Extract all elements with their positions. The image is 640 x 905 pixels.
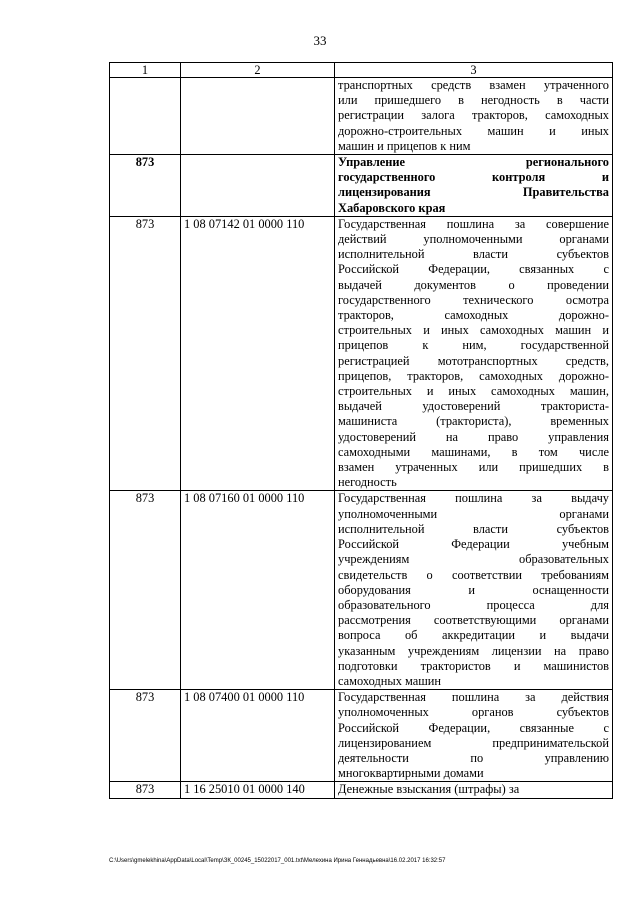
description-line: Управление регионального bbox=[338, 155, 609, 170]
description-line: исполнительной власти субъектов bbox=[338, 247, 609, 262]
description-line: или пришедшего в негодность в части bbox=[338, 93, 609, 108]
budget-classification-code: 1 08 07142 01 0000 110 bbox=[181, 216, 335, 491]
revenue-description bbox=[335, 78, 613, 155]
description-line: уполномоченными органами bbox=[338, 506, 609, 521]
description-line: прицепов, тракторов, самоходных дорожно- bbox=[338, 368, 609, 383]
description-line: Российской Федерации учебным bbox=[338, 537, 609, 552]
description-line: уполномоченных органов субъектов bbox=[338, 705, 609, 720]
description-line: лицензированием предпринимательской bbox=[338, 735, 609, 750]
administrator-code: 873 bbox=[110, 491, 181, 690]
description-line: образовательного процесса для bbox=[338, 597, 609, 612]
administrator-code bbox=[110, 78, 181, 155]
description-line: лицензирования Правительства bbox=[338, 185, 609, 200]
description-line: действий уполномоченными органами bbox=[338, 232, 609, 247]
description-line: деятельности по управлению bbox=[338, 750, 609, 765]
description-line: транспортных средств взамен утраченного bbox=[338, 78, 609, 92]
description-line: многоквартирными домами bbox=[338, 766, 484, 781]
description-line: вопроса об аккредитации и выдачи bbox=[338, 628, 609, 643]
description-line: машин и прицепов к ним bbox=[338, 138, 471, 153]
description-line: Государственная пошлина за выдачу bbox=[338, 491, 609, 506]
description-line: учреждениям образовательных bbox=[338, 552, 609, 567]
description-line: удостоверений на право управления bbox=[338, 429, 609, 444]
table-row bbox=[110, 491, 613, 690]
column-header-3: 3 bbox=[335, 63, 613, 78]
description-line: выдачей удостоверений тракториста- bbox=[338, 399, 609, 414]
description-line: самоходными машинами, в том числе bbox=[338, 444, 609, 459]
administrator-code: 873 bbox=[110, 690, 181, 782]
column-header-2: 2 bbox=[181, 63, 335, 78]
description-line: прицепов к ним, государственной bbox=[338, 338, 609, 353]
administrator-code: 873 bbox=[110, 216, 181, 491]
description-line: исполнительной власти субъектов bbox=[338, 521, 609, 536]
description-line: государственного технического осмотра bbox=[338, 292, 609, 307]
budget-classification-code bbox=[181, 78, 335, 155]
revenue-description bbox=[335, 491, 613, 690]
description-line: Российской Федерации, связанных с bbox=[338, 262, 609, 277]
description-line: машиниста (тракториста), временных bbox=[338, 414, 609, 429]
budget-classification-code: 1 08 07400 01 0000 110 bbox=[181, 690, 335, 782]
description-line: Хабаровского края bbox=[338, 200, 446, 215]
description-line: указанным учреждениям лицензии на право bbox=[338, 643, 609, 658]
revenue-description bbox=[335, 690, 613, 782]
description-line: Государственная пошлина за действия bbox=[338, 690, 609, 705]
description-line: взамен утраченных или пришедших в bbox=[338, 460, 609, 475]
description-line: негодность bbox=[338, 475, 397, 490]
description-line: строительных и иных самоходных машин и bbox=[338, 323, 609, 338]
description-line: государственного контроля и bbox=[338, 170, 609, 185]
description-line: регистрации залога тракторов, самоходных bbox=[338, 108, 609, 123]
table-row bbox=[110, 690, 613, 782]
revenue-description bbox=[335, 782, 613, 798]
description-line: Денежные взыскания (штрафы) за bbox=[338, 782, 520, 797]
description-line: свидетельств о соответствии требованиям bbox=[338, 567, 609, 582]
table-row bbox=[110, 782, 613, 798]
description-line: самоходных машин bbox=[338, 673, 442, 688]
description-line: строительных и иных самоходных машин, bbox=[338, 384, 609, 399]
description-line: тракторов, самоходных дорожно- bbox=[338, 308, 609, 323]
revenue-description bbox=[335, 216, 613, 491]
description-line: подготовки трактористов и машинистов bbox=[338, 658, 609, 673]
budget-classification-code: 1 08 07160 01 0000 110 bbox=[181, 491, 335, 690]
budget-classification-code: 1 16 25010 01 0000 140 bbox=[181, 782, 335, 798]
description-line: Государственная пошлина за совершение bbox=[338, 216, 609, 231]
table-row bbox=[110, 155, 613, 217]
description-line: Российской Федерации, связанные с bbox=[338, 720, 609, 735]
table-header-row bbox=[110, 63, 613, 78]
description-line: оборудования и оснащенности bbox=[338, 582, 609, 597]
file-path-footer: C:\Users\gmelekhina\AppData\Local\Temp\ЗК_00245_15022017_001.txt\Мелехина Ирина Геннадьевна\16.02.2017 16:32:57 bbox=[109, 858, 446, 864]
description-line: рассмотрения соответствующими органами bbox=[338, 613, 609, 628]
column-header-1: 1 bbox=[110, 63, 181, 78]
table-row bbox=[110, 78, 613, 155]
description-line: выдачей документов о проведении bbox=[338, 277, 609, 292]
description-line: дорожно-строительных машин и иных bbox=[338, 123, 609, 138]
administrator-code: 873 bbox=[110, 782, 181, 798]
description-line: регистрацией мототранспортных средств, bbox=[338, 353, 609, 368]
budget-classification-code bbox=[181, 155, 335, 217]
revenue-description bbox=[335, 155, 613, 217]
administrator-code: 873 bbox=[110, 155, 181, 217]
page-number: 33 bbox=[313, 33, 327, 48]
budget-classification-table bbox=[109, 62, 613, 799]
table-row bbox=[110, 216, 613, 491]
